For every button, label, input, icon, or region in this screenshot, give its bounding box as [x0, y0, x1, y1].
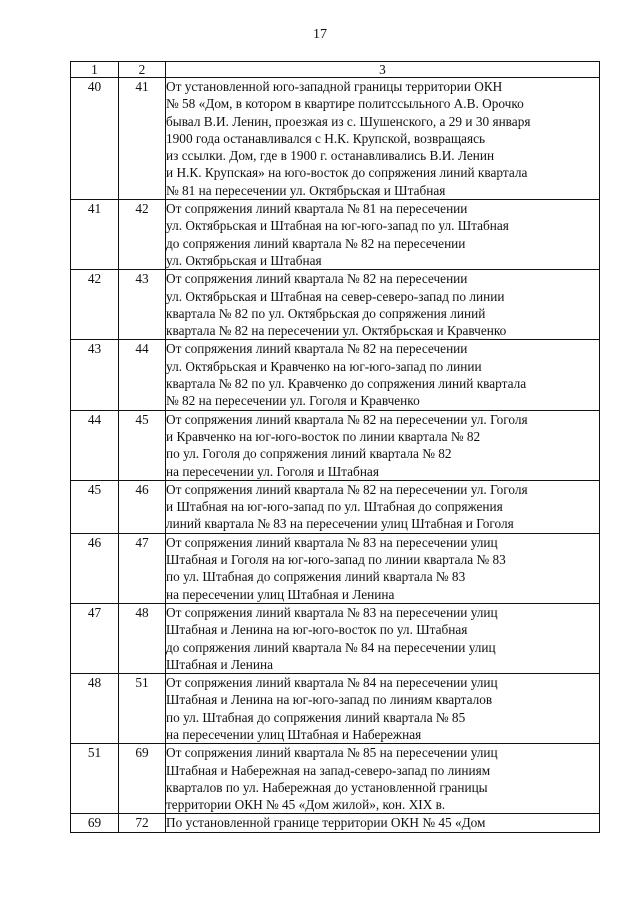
description-line: квартала № 82 по ул. Кравченко до сопряжения линий квартала — [166, 376, 527, 392]
description-line: № 81 на пересечении ул. Октябрьская и Штабная — [166, 182, 446, 198]
point-to: 42 — [119, 200, 166, 270]
point-to: 44 — [119, 340, 166, 410]
description-line: до сопряжения линий квартала № 82 на пересечении — [166, 235, 466, 251]
table-row — [71, 674, 600, 744]
boundary-description — [166, 603, 600, 673]
boundary-description — [166, 480, 600, 533]
boundary-description — [166, 270, 600, 340]
table-row — [71, 744, 600, 814]
description-line: Штабная и Гоголя на юг-юго-запад по линии квартала № 83 — [166, 552, 506, 568]
point-to: 46 — [119, 480, 166, 533]
boundary-description — [166, 533, 600, 603]
description-line: По установленной границе территории ОКН № 45 «Дом — [166, 815, 486, 831]
description-line: на пересечении улиц Штабная и Набережная — [166, 726, 422, 742]
point-to: 72 — [119, 814, 166, 832]
description-line: 1900 года останавливался с Н.К. Крупской, возвращаясь — [166, 130, 486, 146]
description-line: на пересечении улиц Штабная и Ленина — [166, 586, 395, 602]
description-line: по ул. Гоголя до сопряжения линий квартала № 82 — [166, 446, 452, 462]
description-line: Штабная и Ленина на юг-юго-запад по линиям кварталов — [166, 692, 493, 708]
table-row — [71, 533, 600, 603]
description-line: линий квартала № 83 на пересечении улиц Штабная и Гоголя — [166, 516, 514, 532]
boundary-description — [166, 78, 600, 200]
description-line: территории ОКН № 45 «Дом жилой», кон. XIX в. — [166, 797, 446, 813]
boundary-table — [70, 61, 600, 833]
table-header-row — [71, 62, 600, 78]
point-to: 43 — [119, 270, 166, 340]
description-line: Штабная и Набережная на запад-северо-запад по линиям — [166, 762, 491, 778]
point-from: 45 — [71, 480, 119, 533]
description-line: № 58 «Дом, в котором в квартире политссыльного А.В. Орочко — [166, 96, 524, 112]
description-line: квартала № 82 на пересечении ул. Октябрьская и Кравченко — [166, 323, 507, 339]
boundary-description — [166, 200, 600, 270]
description-line: из ссылки. Дом, где в 1900 г. останавливались В.И. Ленин — [166, 148, 495, 164]
column-header-1: 1 — [71, 62, 119, 78]
description-line: Штабная и Ленина — [166, 656, 274, 672]
point-to: 47 — [119, 533, 166, 603]
boundary-description — [166, 674, 600, 744]
table-row — [71, 410, 600, 480]
description-line: ул. Октябрьская и Кравченко на юг-юго-запад по линии — [166, 358, 482, 374]
description-line: на пересечении ул. Гоголя и Штабная — [166, 463, 379, 479]
description-line: ул. Октябрьская и Штабная — [166, 252, 322, 268]
boundary-description — [166, 744, 600, 814]
description-line: От сопряжения линий квартала № 83 на пересечении улиц — [166, 604, 498, 620]
point-to: 41 — [119, 78, 166, 200]
description-line: От сопряжения линий квартала № 81 на пересечении — [166, 201, 468, 217]
description-line: и Н.К. Крупская» на юго-восток до сопряжения линий квартала — [166, 165, 528, 181]
description-line: по ул. Штабная до сопряжения линий квартала № 83 — [166, 569, 466, 585]
point-from: 42 — [71, 270, 119, 340]
point-to: 45 — [119, 410, 166, 480]
point-from: 44 — [71, 410, 119, 480]
table-row — [71, 200, 600, 270]
description-line: От сопряжения линий квартала № 82 на пересечении ул. Гоголя — [166, 411, 528, 427]
boundary-description — [166, 340, 600, 410]
description-line: до сопряжения линий квартала № 84 на пересечении улиц — [166, 639, 496, 655]
description-line: ул. Октябрьская и Штабная на юг-юго-запад по ул. Штабная — [166, 218, 509, 234]
point-to: 69 — [119, 744, 166, 814]
description-line: От сопряжения линий квартала № 84 на пересечении улиц — [166, 675, 498, 691]
description-line: От сопряжения линий квартала № 85 на пересечении улиц — [166, 745, 498, 761]
page-number: 17 — [313, 27, 327, 42]
table-row — [71, 78, 600, 200]
table-row — [71, 603, 600, 673]
point-from: 46 — [71, 533, 119, 603]
description-line: квартала № 82 по ул. Октябрьская до сопряжения линий — [166, 305, 486, 321]
boundary-description — [166, 410, 600, 480]
point-from: 40 — [71, 78, 119, 200]
point-to: 48 — [119, 603, 166, 673]
description-line: кварталов по ул. Набережная до установленной границы — [166, 779, 488, 795]
description-line: От сопряжения линий квартала № 82 на пересечении ул. Гоголя — [166, 481, 528, 497]
description-line: От сопряжения линий квартала № 82 на пересечении — [166, 341, 468, 357]
table-row — [71, 480, 600, 533]
point-from: 69 — [71, 814, 119, 832]
point-from: 51 — [71, 744, 119, 814]
description-line: бывал В.И. Ленин, проезжая из с. Шушенского, а 29 и 30 января — [166, 113, 531, 129]
description-line: От установленной юго-западной границы территории ОКН — [166, 79, 503, 94]
point-from: 41 — [71, 200, 119, 270]
description-line: № 82 на пересечении ул. Гоголя и Кравченко — [166, 393, 420, 409]
description-line: Штабная и Ленина на юг-юго-восток по ул. Штабная — [166, 622, 468, 638]
boundary-description — [166, 814, 600, 832]
table-row — [71, 340, 600, 410]
column-header-2: 2 — [119, 62, 166, 78]
description-line: От сопряжения линий квартала № 83 на пересечении улиц — [166, 534, 498, 550]
table-row — [71, 270, 600, 340]
description-line: ул. Октябрьская и Штабная на север-северо-запад по линии — [166, 288, 505, 304]
column-header-3: 3 — [166, 62, 600, 78]
point-to: 51 — [119, 674, 166, 744]
point-from: 43 — [71, 340, 119, 410]
description-line: и Кравченко на юг-юго-восток по линии квартала № 82 — [166, 428, 481, 444]
point-from: 47 — [71, 603, 119, 673]
table-row — [71, 814, 600, 832]
description-line: От сопряжения линий квартала № 82 на пересечении — [166, 271, 468, 287]
point-from: 48 — [71, 674, 119, 744]
description-line: по ул. Штабная до сопряжения линий квартала № 85 — [166, 709, 466, 725]
description-line: и Штабная на юг-юго-запад по ул. Штабная до сопряжения — [166, 499, 503, 515]
